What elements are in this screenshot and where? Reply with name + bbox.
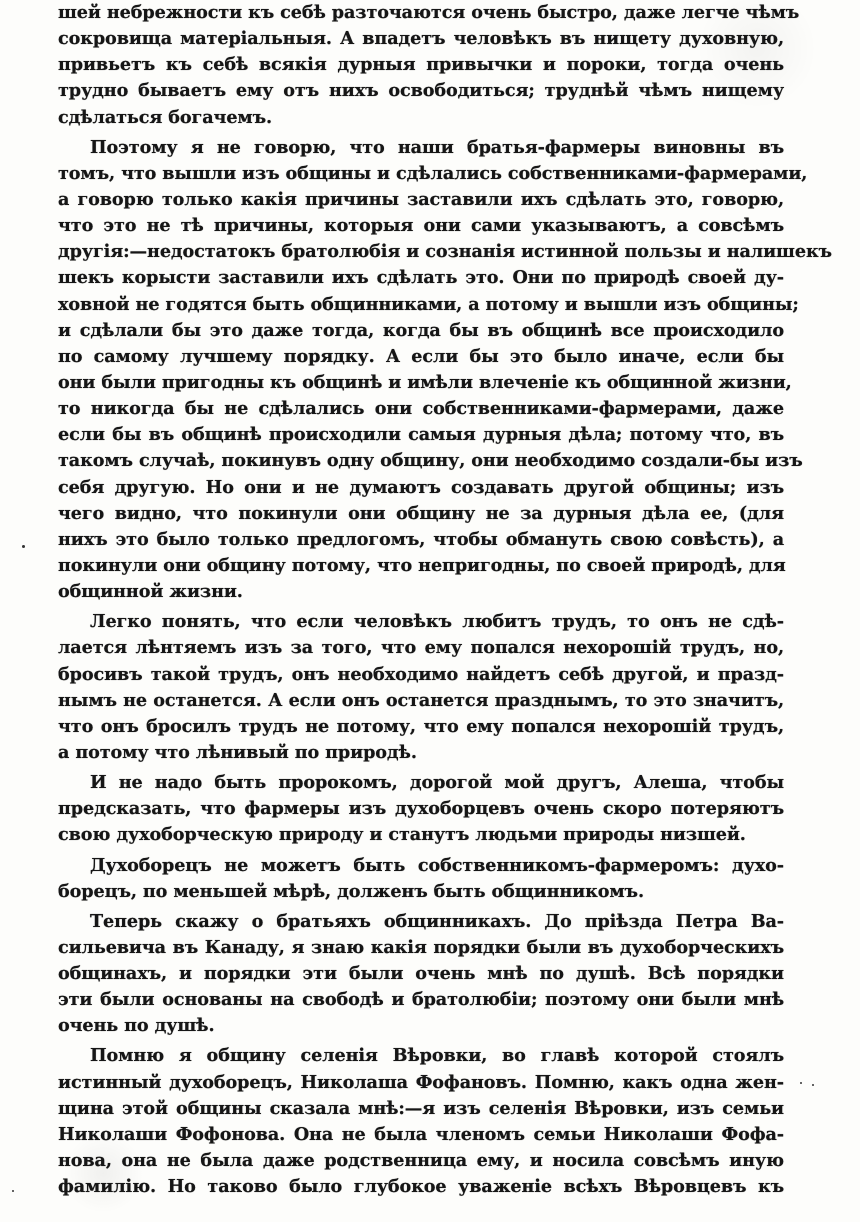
text-line: И не надо быть пророкомъ, дорогой мой другъ, Алеша, чтобы	[90, 772, 784, 794]
text-line: бросивъ такой трудъ, онъ необходимо найдетъ себѣ другой, и празд-	[58, 663, 784, 685]
text-line: шей небрежности къ себѣ разточаются очень быстро, даже легче чѣмъ	[58, 2, 800, 23]
text-line: нова, она не была даже родственница ему, и носила совсѣмъ иную	[58, 1150, 784, 1172]
text-line: они были пригодны къ общинѣ и имѣли влеченіе къ общинной жизни,	[58, 371, 792, 393]
text-line: фамилію. Но таково было глубокое уваженіе всѣхъ Вѣровцевъ къ	[58, 1176, 784, 1198]
text-line: лается лѣнтяемъ изъ за того, что ему попался нехорошій трудъ, но,	[58, 637, 784, 659]
text-line: привьетъ къ себѣ всякія дурныя привычки и пороки, тогда очень	[58, 54, 784, 76]
text-line: по самому лучшему порядку. А если бы это было иначе, если бы	[58, 345, 784, 367]
text-line: ховной не годятся быть общинниками, а потому и вышли изъ общины;	[58, 293, 799, 315]
text-line: себя другую. Но они и не думаютъ создавать другой общины; изъ	[58, 476, 784, 498]
text-line: другія:—недостатокъ братолюбія и сознанія истинной пользы и налишекъ	[58, 241, 832, 263]
text-line: борецъ, по меньшей мѣрѣ, долженъ быть общинникомъ.	[58, 880, 644, 902]
text-line: предсказать, что фармеры изъ духоборцевъ очень скоро потеряютъ	[58, 798, 784, 820]
text-line: шекъ корысти заставили ихъ сдѣлать это. Они по природѣ своей ду-	[58, 267, 784, 289]
text-line: сокровища матеріальныя. А впадетъ человѣкъ въ нищету духовную,	[58, 28, 784, 50]
text-line: Николаши Фофонова. Она не была членомъ семьи Николаши Фофа-	[58, 1123, 784, 1145]
text-line: то никогда бы не сдѣлались они собственниками-фармерами, даже	[58, 398, 784, 420]
text-line: общинной жизни.	[58, 581, 243, 603]
text-line: сдѣлаться богачемъ.	[58, 106, 273, 128]
text-line: покинули они общину потому, что непригодны, по своей природѣ, для	[58, 554, 786, 576]
text-line: Легко понять, что если человѣкъ любитъ трудъ, то онъ не сдѣ-	[90, 611, 784, 633]
text-line: свою духоборческую природу и станутъ людьми природы низшей.	[58, 824, 746, 846]
text-line: очень по душѣ.	[58, 1015, 215, 1037]
text-line: такомъ случаѣ, покинувъ одну общину, они необходимо создали-бы изъ	[58, 450, 803, 472]
text-line: что это не тѣ причины, которыя они сами указываютъ, а совсѣмъ	[58, 215, 784, 237]
print-speck	[12, 1190, 14, 1192]
text-line: а говорю только какія причины заставили ихъ сдѣлать это, говорю,	[58, 188, 784, 210]
text-line: и сдѣлали бы это даже тогда, когда бы въ общинѣ все происходило	[58, 319, 784, 341]
text-line: что онъ бросилъ трудъ не потому, что ему попался нехорошій трудъ,	[58, 715, 784, 737]
text-line: трудно бываетъ ему отъ нихъ освободиться; труднѣй чѣмъ нищему	[58, 80, 784, 102]
text-line: если бы въ общинѣ происходили самыя дурныя дѣла; потому что, въ	[58, 424, 784, 446]
text-line: Духоборецъ не можетъ быть собственникомъ-фармеромъ: духо-	[90, 854, 784, 876]
text-line: сильевича въ Канаду, я знаю какія порядки были въ духоборческихъ	[58, 936, 784, 958]
print-speck	[812, 1084, 814, 1086]
text-line: а потому что лѣнивый по природѣ.	[58, 741, 417, 763]
text-line: нихъ это было только предлогомъ, чтобы обмануть свою совѣсть), а	[58, 528, 784, 550]
text-line: истинный духоборецъ, Николаша Фофановъ. Помню, какъ одна жен-	[58, 1071, 784, 1093]
text-line: нымъ не останется. А если онъ останется празднымъ, то это значитъ,	[58, 689, 784, 711]
page-body-text	[58, 0, 832, 1200]
print-speck	[22, 545, 25, 548]
text-line: чего видно, что покинули они общину не за дурныя дѣла ее, (для	[58, 502, 784, 524]
print-speck	[800, 1082, 802, 1084]
text-line: щина этой общины сказала мнѣ:—я изъ селенія Вѣровки, изъ семьи	[58, 1097, 784, 1119]
text-line: эти были основаны на свободѣ и братолюбіи; поэтому они были мнѣ	[58, 989, 784, 1011]
text-line: Теперь скажу о братьяхъ общинникахъ. До пріѣзда Петра Ва-	[90, 910, 784, 932]
text-line: Поэтому я не говорю, что наши братья-фармеры виновны въ	[90, 136, 784, 158]
text-line: общинахъ, и порядки эти были очень мнѣ по душѣ. Всѣ порядки	[58, 963, 784, 985]
text-line: Помню я общину селенія Вѣровки, во главѣ которой стоялъ	[90, 1045, 784, 1067]
text-line: томъ, что вышли изъ общины и сдѣлались собственниками-фармерами,	[58, 162, 808, 184]
